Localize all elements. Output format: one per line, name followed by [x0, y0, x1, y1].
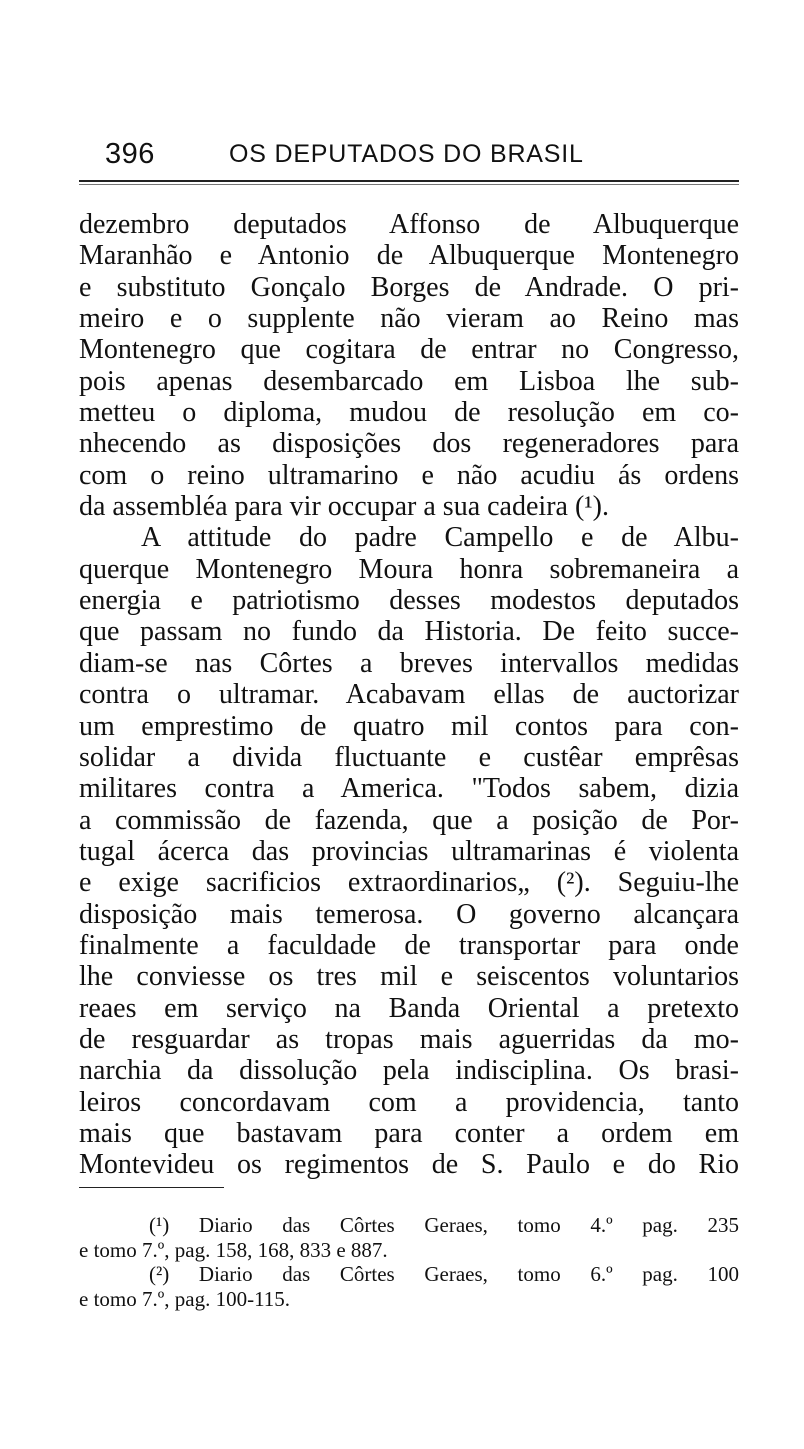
body-line: e exige sacrificios extraordinarios„ (²). Seguiu-lhe	[79, 867, 739, 899]
body-line: meiro e o supplente não vieram ao Reino mas	[79, 303, 739, 335]
body-line: narchia da dissolução pela indisciplina. Os brasi-	[79, 1055, 739, 1087]
footnotes	[79, 1213, 739, 1311]
body-line: que passam no fundo da Historia. De feito succe-	[79, 616, 739, 648]
running-title: OS DEPUTADOS DO BRASIL	[229, 140, 584, 168]
body-line: e substituto Gonçalo Borges de Andrade. O pri-	[79, 271, 739, 303]
body-line: tugal ácerca das provincias ultramarinas é violenta	[79, 835, 739, 867]
body-line: finalmente a faculdade de transportar para onde	[79, 929, 739, 961]
body-line: dezembro deputados Affonso de Albuquerque	[79, 209, 739, 240]
body-text	[79, 209, 739, 1181]
footnote-line: e tomo 7.º, pag. 100-115.	[79, 1286, 291, 1311]
page-number: 396	[105, 138, 155, 170]
header-rule-secondary	[79, 184, 739, 185]
body-line: reaes em serviço na Banda Oriental a pretexto	[79, 992, 739, 1024]
body-line: A attitude do padre Campello e de Albu-	[141, 522, 739, 554]
body-line: a commissão de fazenda, que a posição de Por-	[79, 804, 739, 836]
body-line: diam-se nas Côrtes a breves intervallos medidas	[79, 647, 739, 679]
footnote-line: (¹) Diario das Côrtes Geraes, tomo 4.º pag. 235	[149, 1213, 739, 1237]
body-line: solidar a divida fluctuante e custêar emprêsas	[79, 741, 739, 773]
body-line: leiros concordavam com a providencia, tanto	[79, 1086, 739, 1118]
body-line: Montevideu os regimentos de S. Paulo e do Rio	[79, 1149, 739, 1181]
footnote-line: (²) Diario das Côrtes Geraes, tomo 6.º pag. 100	[149, 1262, 739, 1286]
body-line: contra o ultramar. Acabavam ellas de auctorizar	[79, 679, 739, 711]
body-line: energia e patriotismo desses modestos deputados	[79, 585, 739, 617]
body-line: de resguardar as tropas mais aguerridas da mo-	[79, 1023, 739, 1055]
body-line: com o reino ultramarino e não acudiu ás ordens	[79, 459, 739, 491]
body-line: pois apenas desembarcado em Lisboa lhe sub-	[79, 365, 739, 397]
body-line: Maranhão e Antonio de Albuquerque Montenegro	[79, 240, 739, 272]
body-line: Montenegro que cogitara de entrar no Congresso,	[79, 334, 739, 366]
header-rule	[79, 180, 739, 182]
body-line: querque Montenegro Moura honra sobremaneira a	[79, 553, 739, 585]
body-line: nhecendo as disposições dos regeneradores para	[79, 428, 739, 460]
body-line: mais que bastavam para conter a ordem em	[79, 1117, 739, 1149]
body-line: disposição mais temerosa. O governo alcançara	[79, 898, 739, 930]
footnote-separator	[79, 1187, 224, 1188]
body-line: da assembléa para vir occupar a sua cadeira (¹).	[79, 491, 609, 523]
body-line: lhe conviesse os tres mil e seiscentos voluntarios	[79, 961, 739, 993]
body-line: militares contra a America. "Todos sabem, dizia	[79, 773, 739, 805]
body-line: um emprestimo de quatro mil contos para con-	[79, 710, 739, 742]
footnote-line: e tomo 7.º, pag. 158, 168, 833 e 887.	[79, 1237, 388, 1262]
body-line: metteu o diploma, mudou de resolução em co-	[79, 397, 739, 429]
page-header	[79, 138, 739, 178]
